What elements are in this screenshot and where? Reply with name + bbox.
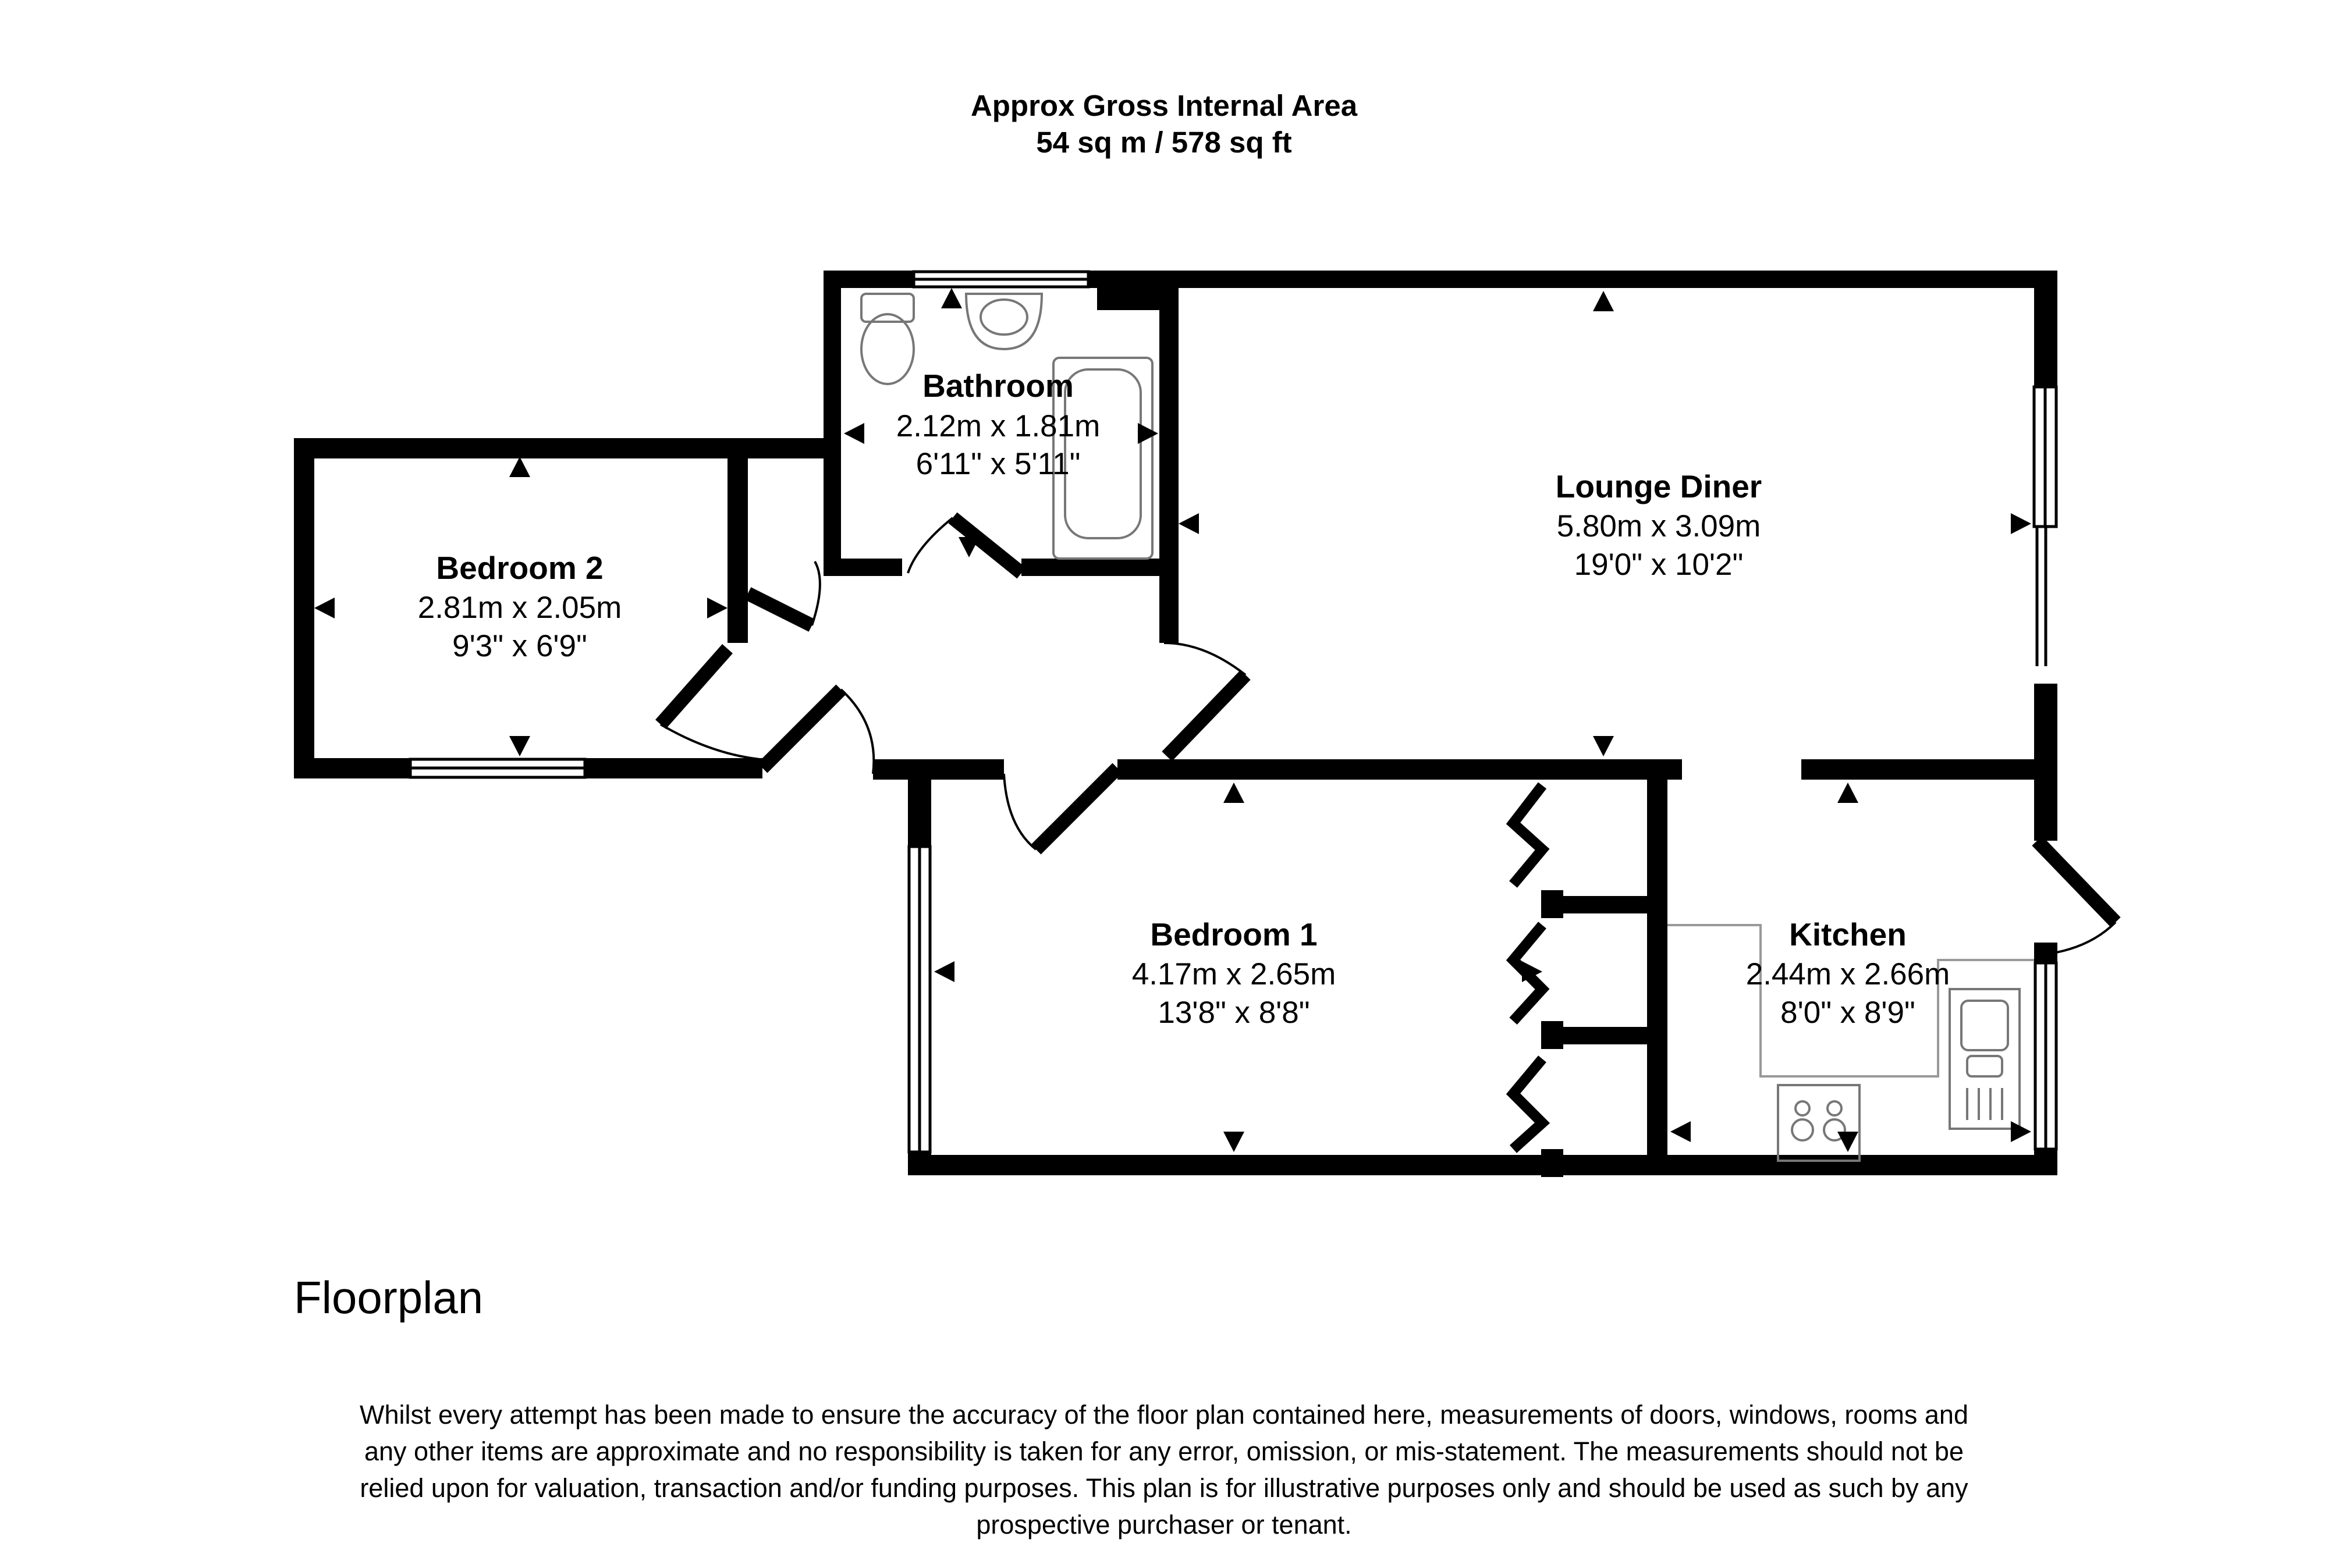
room-kitchen — [1746, 916, 1950, 1030]
room-bedroom-2 — [418, 550, 622, 663]
room-metric: 2.81m x 2.05m — [417, 591, 622, 625]
disclaimer-line: prospective purchaser or tenant. — [976, 1510, 1352, 1539]
room-name: Bedroom 1 — [1150, 916, 1318, 952]
room-metric: 4.17m x 2.65m — [1131, 957, 1336, 991]
floor-label: Floorplan — [294, 1272, 484, 1323]
room-bedroom-1 — [1132, 916, 1336, 1030]
room-name: Lounge Diner — [1555, 468, 1762, 504]
room-metric: 2.44m x 2.66m — [1745, 957, 1950, 991]
room-imperial: 8'0" x 8'9" — [1780, 995, 1915, 1030]
room-imperial: 13'8" x 8'8" — [1158, 995, 1310, 1030]
kitchen-door — [2037, 841, 2116, 922]
lounge-door — [1167, 675, 1245, 756]
room-imperial: 6'11" x 5'11" — [915, 447, 1081, 481]
disclaimer-line: any other items are approximate and no responsibility is taken for any error, omission, or mis-statement. The measurements should not be — [364, 1437, 1964, 1466]
room-imperial: 9'3" x 6'9" — [452, 629, 587, 663]
room-metric: 2.12m x 1.81m — [896, 409, 1101, 443]
sink-icon — [1950, 989, 2020, 1129]
washbasin-icon — [966, 294, 1042, 349]
room-lounge-diner — [1556, 468, 1762, 582]
disclaimer — [279, 1396, 2049, 1543]
disclaimer-line: relied upon for valuation, transaction and/or funding purposes. This plan is for illustrative purposes only and should be used as such by any — [360, 1473, 1968, 1503]
room-bathroom — [896, 368, 1101, 481]
entrance-door — [762, 689, 841, 768]
area-value: 54 sq m / 578 sq ft — [1036, 126, 1292, 159]
room-name: Bathroom — [922, 368, 1074, 404]
room-metric: 5.80m x 3.09m — [1556, 509, 1761, 543]
area-title: Approx Gross Internal Area — [970, 89, 1358, 122]
room-imperial: 19'0" x 10'2" — [1574, 547, 1744, 582]
doors — [661, 518, 2116, 1149]
disclaimer-line: Whilst every attempt has been made to ensure the accuracy of the floor plan contained here, measurements of doors, windows, rooms and — [360, 1400, 1968, 1430]
toilet-icon — [861, 294, 914, 384]
bedroom1-door — [1036, 768, 1117, 849]
bedroom2-door — [748, 593, 812, 625]
room-name: Kitchen — [1789, 916, 1907, 952]
room-name: Bedroom 2 — [436, 550, 604, 586]
walls — [294, 271, 2057, 1177]
